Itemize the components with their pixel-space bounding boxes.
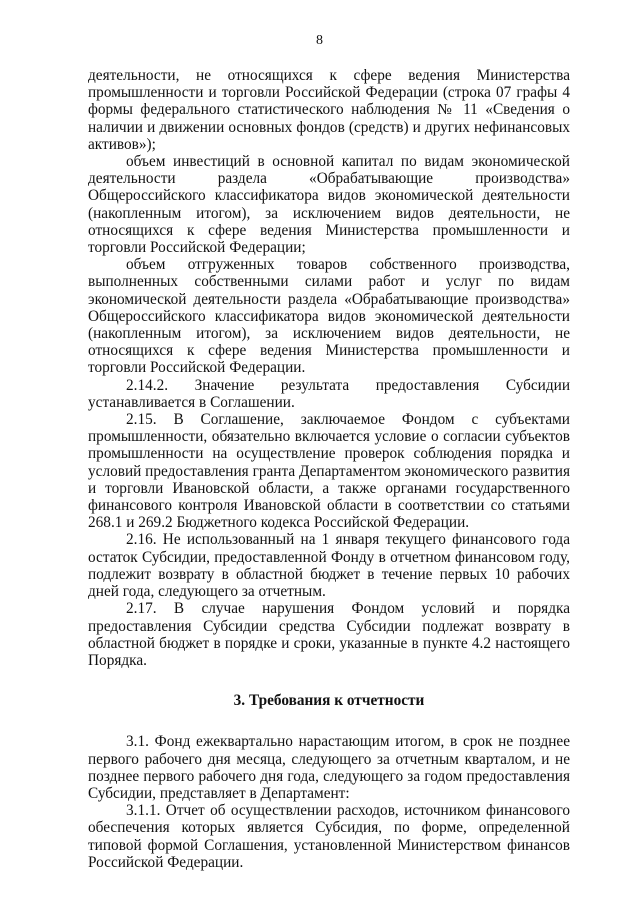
section-heading: 3. Требования к отчетности [233, 692, 425, 710]
paragraph-2-17: 2.17. В случае нарушения Фондом условий и порядка предоставления Субсидии средства Субсидии подлежат возврату в областной бюджет в порядке и сроки, указанные в пункте 4.2 настоящего Порядка. [88, 600, 570, 669]
paragraph-2-15: 2.15. В Соглашение, заключаемое Фондом с субъектами промышленности, обязательно включается условие о согласии субъектов промышленности на осуществление проверок соблюдения порядка и условий предоставления гранта Департаментом экономического развития и торговли Ивановской области, а также органами государственного финансового контроля Ивановской области в соответствии со статьями 268.1 и 269.2 Бюджетного кодекса Российской Федерации. [88, 411, 570, 532]
paragraph-2-14-2: 2.14.2. Значение результата предоставления Субсидии устанавливается в Соглашении. [88, 376, 570, 411]
document-body [88, 67, 570, 871]
paragraph-2-16: 2.16. Не использованный на 1 января текущего финансового года остаток Субсидии, предоставленной Фонду в отчетном финансовом году, подлежит возврату в областной бюджет в течение первых 10 рабочих дней года, следующего за отчетным. [88, 531, 570, 601]
paragraph-3-1-1: 3.1.1. Отчет об осуществлении расходов, источником финансового обеспечения которых является Субсидия, по форме, определенной типовой формой Соглашения, установленной Министерством финансов Российской Федерации. [88, 802, 570, 871]
paragraph-shipped-goods-volume: объем отгруженных товаров собственного производства, выполненных собственными силами работ и услуг по видам экономической деятельности раздела «Обрабатывающие производства» Общероссийского классификатора видов экономической деятельности (накопленным итогом), за исключением видов деятельности, не относящихся к сфере ведения Министерства промышленности и торговли Российской Федерации. [88, 256, 570, 377]
paragraph-3-1: 3.1. Фонд ежеквартально нарастающим итогом, в срок не позднее первого рабочего дня месяца, следующего за отчетным кварталом, и не позднее первого рабочего дня года, следующего за годом предоставления Субсидии, представляет в Департамент: [88, 733, 570, 802]
paragraph-continuation: деятельности, не относящихся к сфере ведения Министерства промышленности и торговли Российской Федерации (строка 07 графы 4 формы федерального статистического наблюдения № 11 «Сведения о наличии и движении основных фондов (средств) и других нефинансовых активов»); [88, 67, 570, 153]
paragraph-investment-volume: объем инвестиций в основной капитал по видам экономической деятельности раздела «Обрабатывающие производства» Общероссийского классификатора видов экономической деятельности (накопленным итогом), за исключением видов деятельности, не относящихся к сфере ведения Министерства промышленности и торговли Российской Федерации; [88, 153, 570, 257]
page-number: 8 [316, 33, 323, 48]
